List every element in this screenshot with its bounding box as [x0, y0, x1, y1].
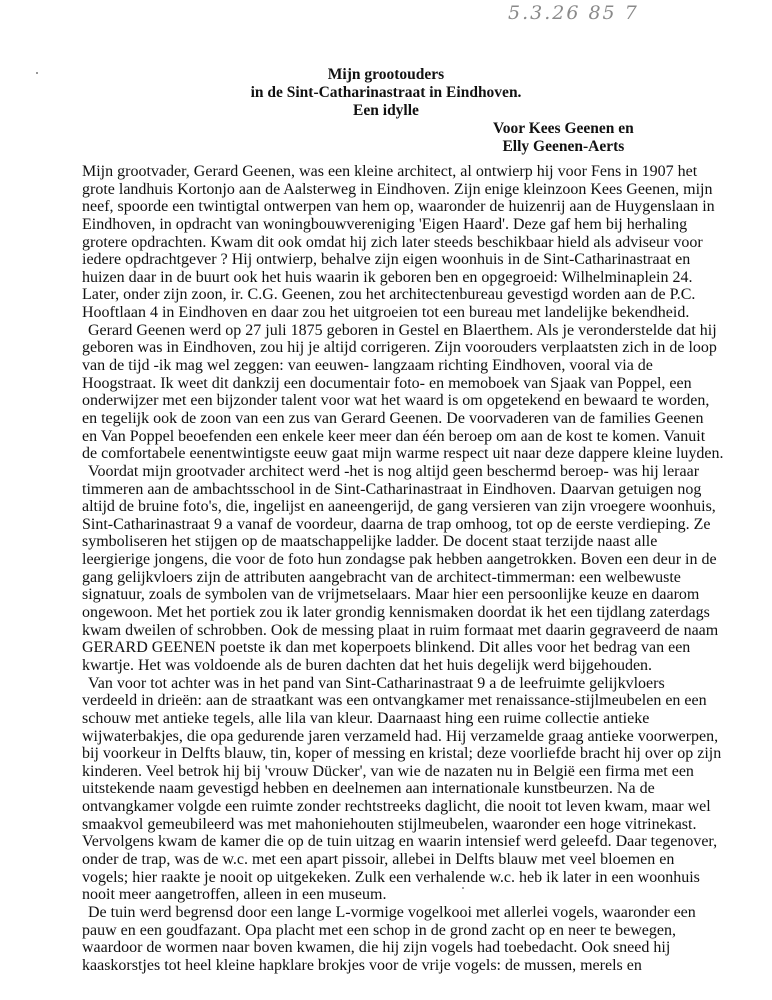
- text-line: signatuur, zoals de symbolen van de vrijmetselaars. Maar hier een persoonlijke keuze en daarom: [82, 586, 700, 604]
- text-line: schouw met antieke tegels, alle lila van kleur. Daarnaast hing een ruime collectie antieke: [82, 709, 650, 727]
- paragraph: [82, 463, 752, 675]
- text-line: neef, spoorde een twintigtal ontwerpen van hem op, waaronder de huizenrij aan de Huygenslaan in: [82, 198, 715, 216]
- text-line: huizen daar in de buurt ook het huis waarin ik geboren ben en opgegroeid: Wilhelminaplein 24.: [82, 268, 693, 286]
- dedication-line-1: Voor Kees Geenen en: [493, 120, 634, 137]
- text-line: timmeren aan de ambachtsschool in de Sint-Catharinastraat in Eindhoven. Daarvan getuigen nog: [82, 480, 702, 498]
- scan-speck: [36, 72, 38, 74]
- dedication-line-2: Elly Geenen-Aerts: [502, 138, 625, 155]
- dedication: [493, 120, 634, 156]
- text-line: Hoogstraat. Ik weet dit dankzij een documentair foto- en memoboek van Sjaak van Poppel, een: [82, 374, 692, 392]
- text-line: de comfortabele eenentwintigste eeuw gaat mijn warme respect uit naar deze dappere kleine luyden.: [82, 445, 724, 463]
- document-body: [82, 163, 752, 974]
- text-line: altijd de bruine foto's, die, ingelijst en aaneengerijd, de gang versieren van zijn vroegere woonhuis,: [82, 498, 716, 516]
- text-line: grote landhuis Kortonjo aan de Aalsterweg in Eindhoven. Zijn enige kleinzoon Kees Geenen, mijn: [82, 180, 713, 198]
- text-line: geboren was in Eindhoven, zou hij je altijd corrigeren. Zijn voorouders verplaatsten zich in de loop: [82, 339, 717, 357]
- title-line-2: in de Sint-Catharinastraat in Eindhoven.: [250, 84, 522, 101]
- text-line: Later, onder zijn zoon, ir. C.G. Geenen, zou het architectenbureau gevestigd worden aan de P.C.: [82, 286, 696, 304]
- handwritten-archive-number: 5.3.26 85 7: [508, 2, 639, 24]
- document-title: [0, 66, 772, 120]
- text-line: bij voorkeur in Delfts blauw, tin, koper of messing en kristal; deze voorliefde bracht hij over op zijn: [82, 745, 722, 763]
- text-line: gang gelijkvloers zijn de attributen aangebracht van de architect-timmerman: een welbewuste: [82, 568, 681, 586]
- text-line: pauw en een goudfazant. Opa placht met een schop in de grond zacht op en neer te bewegen,: [82, 921, 676, 939]
- text-line: verdeeld in drieën: aan de straatkant was een ontvangkamer met renaissance-stijlmeubelen en een: [82, 692, 707, 710]
- title-line-1: Mijn grootouders: [327, 66, 445, 83]
- paragraph: [82, 675, 752, 904]
- text-line: GERARD GEENEN poetste ik dan met koperpoets blinkend. Dit alles voor het bedrag van een: [82, 639, 691, 657]
- text-line: Hooftlaan 4 in Eindhoven en daar zou het uitgroeien tot een bureau met landelijke bekendheid.: [82, 304, 690, 322]
- text-line: iedere opdrachtgever ? Hij ontwierp, behalve zijn eigen woonhuis in de Sint-Catharinastraat en: [82, 251, 691, 269]
- text-line: leergierige jongens, die voor de foto hun zondagse pak hebben aangetrokken. Boven een deur in de: [82, 551, 717, 569]
- text-line: Vervolgens kwam de kamer die op de tuin uitzag en waarin intensief werd geleefd. Daar tegenover,: [82, 833, 718, 851]
- text-line: symboliseren het stijgen op de maatschappelijke ladder. De docent staat terzijde naast alle: [82, 533, 658, 551]
- text-line: kwam dweilen of schrobben. Ook de messing plaat in ruim formaat met daarin gegraveerd de naam: [82, 621, 719, 639]
- text-line: smaakvol gemeubileerd was met mahoniehouten stijlmeubelen, waaronder een hoge vitrinekast.: [82, 815, 697, 833]
- text-line: uitstekende naam gevestigd hebben en deelnemen aan internationale kunstbeurzen. Na de: [82, 780, 655, 798]
- text-line: waardoor de wormen naar boven kwamen, die hij zijn vogels had toebedacht. Ook sneed hij: [82, 939, 671, 957]
- text-line: wijwaterbakjes, die opa gedurende jaren verzameld had. Hij verzamelde graag antieke voorwerpen,: [82, 727, 719, 745]
- text-line: Voordat mijn grootvader architect werd -het is nog altijd geen beschermd beroep- was hij leraar: [88, 462, 700, 480]
- title-line-3: Een idylle: [353, 102, 419, 119]
- text-line: van de tijd -ik mag wel zeggen: van eeuwen- langzaam richting Eindhoven, vooral via de: [82, 357, 653, 375]
- paragraph: [82, 163, 752, 322]
- text-line: kaaskorstjes tot heel kleine hapklare brokjes voor de vrije vogels: de mussen, merels en: [82, 956, 642, 974]
- text-line: nooit meer aangetroffen, alleen in een museum.: [82, 886, 387, 904]
- text-line: onder de trap, was de w.c. met een apart pissoir, allebei in Delfts blauw met veel bloemen en: [82, 850, 675, 868]
- text-line: De tuin werd begrensd door een lange L-vormige vogelkooi met allerlei vogels, waaronder een: [88, 903, 696, 921]
- text-line: Van voor tot achter was in het pand van Sint-Catharinastraat 9 a de leefruimte gelijkvloers: [88, 674, 665, 692]
- text-line: ontvangkamer volgde een ruimte zonder rechtstreeks daglicht, die nooit tot leven kwam, maar wel: [82, 798, 711, 816]
- text-line: kinderen. Veel betrok hij bij 'vrouw Dücker', van wie de nazaten nu in België een firma met een: [82, 762, 694, 780]
- text-line: onderwijzer met een bijzonder talent voor wat het waard is om opgetekend en bewaard te worden,: [82, 392, 710, 410]
- text-line: kwartje. Het was voldoende als de buren dachten dat het huis degelijk werd bijgehouden.: [82, 656, 653, 674]
- scan-speck: [462, 887, 464, 889]
- text-line: Eindhoven, in opdracht van woningbouwvereniging 'Eigen Haard'. Deze gaf hem bij herhaling: [82, 215, 688, 233]
- text-line: Gerard Geenen werd op 27 juli 1875 geboren in Gestel en Blaerthem. Als je veronderstelde dat hij: [88, 321, 717, 339]
- text-line: en tegelijk ook de zoon van een zus van Gerard Geenen. De voorvaderen van de families Geenen: [82, 409, 704, 427]
- paragraph: [82, 322, 752, 463]
- text-line: ongewoon. Met het portiek zou ik later grondig kennismaken doordat ik het een tijdlang zaterdags: [82, 604, 710, 622]
- text-line: Mijn grootvader, Gerard Geenen, was een kleine architect, al ontwierp hij voor Fens in 1907 het: [82, 163, 698, 180]
- text-line: grotere opdrachten. Kwam dit ook omdat hij zich later steeds beschikbaar hield als adviseur voor: [82, 233, 703, 251]
- text-line: vogels; hier raakte je nooit op uitgekeken. Zulk een verhalende w.c. heb ik later in een woonhuis: [82, 868, 700, 886]
- text-line: en Van Poppel beoefenden een enkele keer meer dan één beroep om aan de kost te komen. Vanuit: [82, 427, 706, 445]
- text-line: Sint-Catharinastraat 9 a vanaf de voordeur, daarna de trap omhoog, tot op de eerste verdieping. Ze: [82, 515, 711, 533]
- paragraph: [82, 904, 752, 975]
